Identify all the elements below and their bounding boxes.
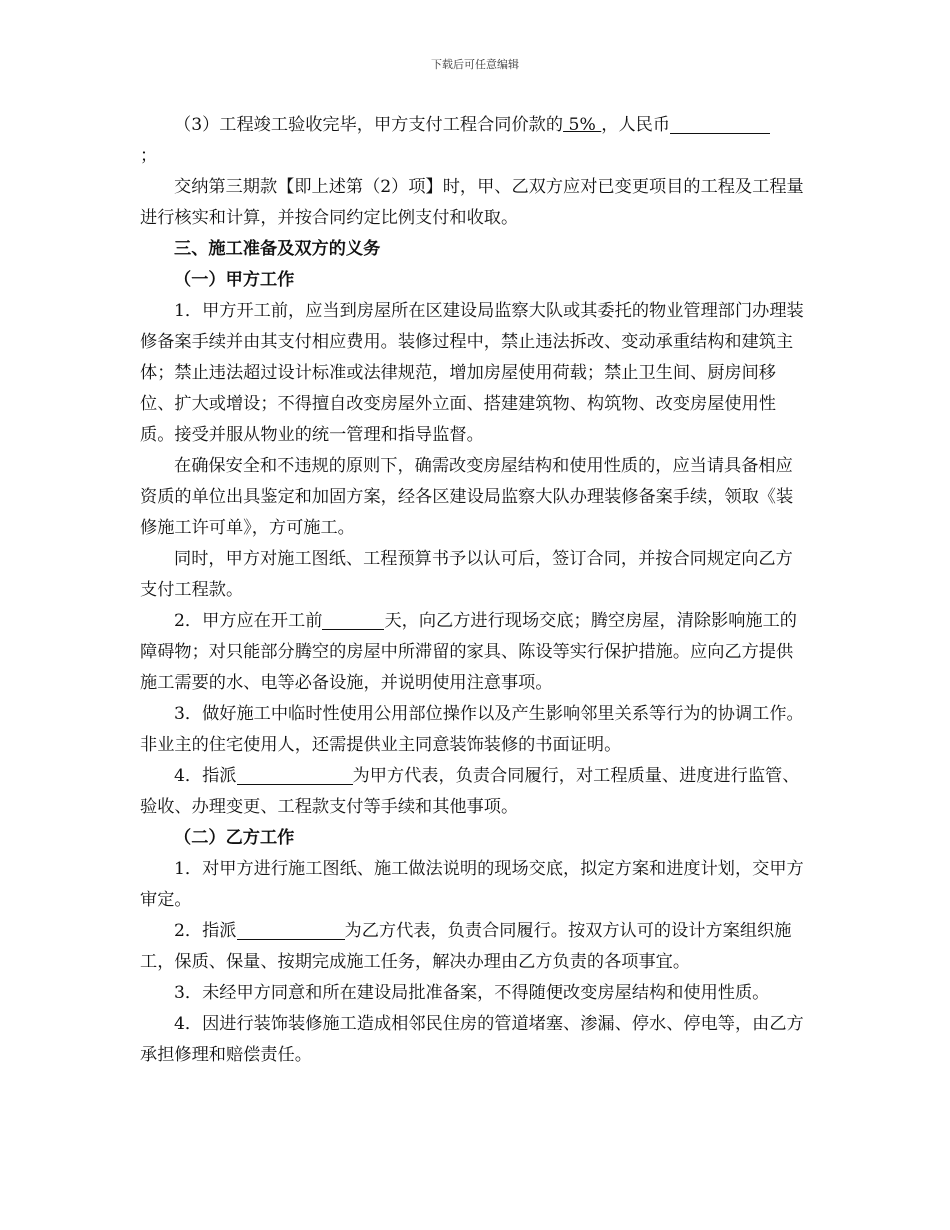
subheading-party-b: （二）乙方工作 [174, 828, 295, 848]
party-b-representative-blank[interactable] [237, 919, 345, 940]
paragraph-payment-3: （3）工程竣工验收完毕，甲方支付工程合同价款的 5% ，人民币 [140, 110, 808, 141]
party-a-representative-blank[interactable] [237, 764, 353, 785]
document-body [140, 110, 808, 1071]
party-b-item-2: 2．指派 为乙方代表，负责合同履行。按双方认可的设计方案组织施工，保质、保量、按期完成施工任务，解决办理由乙方负责的各项事宜。 [140, 921, 792, 972]
party-a-item-1: 1．甲方开工前，应当到房屋所在区建设局监察大队或其委托的物业管理部门办理装修备案手续并由其支付相应费用。装修过程中，禁止违法拆改、变动承重结构和建筑主体；禁止违法超过设计标准或法律规范，增加房屋使用荷载；禁止卫生间、厨房间移位、扩大或增设；不得擅自改变房屋外立面、搭建建筑物、构筑物、改变房屋使用性质。接受并服从物业的统一管理和指导监督。 [140, 301, 804, 445]
party-a-item-1-contract: 同时，甲方对施工图纸、工程预算书予以认可后，签订合同，并按合同规定向乙方支付工程款。 [140, 549, 793, 600]
percent-value: 5% [563, 115, 602, 135]
paragraph-payment-3-end: ； [140, 146, 158, 166]
rmb-amount-blank[interactable] [670, 113, 770, 134]
party-a-item-4: 4．指派 为甲方代表，负责合同履行，对工程质量、进度进行监管、验收、办理变更、工程款支付等手续和其他事项。 [140, 766, 800, 817]
section-heading-3: 三、施工准备及双方的义务 [174, 239, 381, 259]
subheading-party-a: （一）甲方工作 [174, 270, 295, 290]
party-b-item-4: 4．因进行装饰装修施工造成相邻民住房的管道堵塞、渗漏、停水、停电等，由乙方承担修理和赔偿责任。 [140, 1014, 804, 1065]
party-a-item-3: 3．做好施工中临时性使用公用部位操作以及产生影响邻里关系等行为的协调工作。非业主的住宅使用人，还需提供业主同意装饰装修的书面证明。 [140, 704, 804, 755]
party-a-item-1-safety: 在确保安全和不违规的原则下，确需改变房屋结构和使用性质的，应当请具备相应资质的单位出具鉴定和加固方案，经各区建设局监察大队办理装修备案手续，领取《装修施工许可单》，方可施工。 [140, 456, 794, 538]
party-b-item-1: 1．对甲方进行施工图纸、施工做法说明的现场交底，拟定方案和进度计划，交甲方审定。 [140, 859, 804, 910]
page-header: 下载后可任意编辑 [431, 58, 519, 71]
days-blank[interactable] [322, 609, 384, 630]
party-a-item-2: 2．甲方应在开工前 天，向乙方进行现场交底；腾空房屋，清除影响施工的障碍物；对只能部分腾空的房屋中所滞留的家具、陈设等实行保护措施。应向乙方提供施工需要的水、电等必备设施，并说明使用注意事项。 [140, 611, 797, 693]
party-b-item-3: 3．未经甲方同意和所在建设局批准备案，不得随便改变房屋结构和使用性质。 [174, 983, 770, 1003]
paragraph-third-installment: 交纳第三期款【即上述第（2）项】时，甲、乙双方应对已变更项目的工程及工程量进行核实和计算，并按合同约定比例支付和收取。 [140, 177, 804, 228]
